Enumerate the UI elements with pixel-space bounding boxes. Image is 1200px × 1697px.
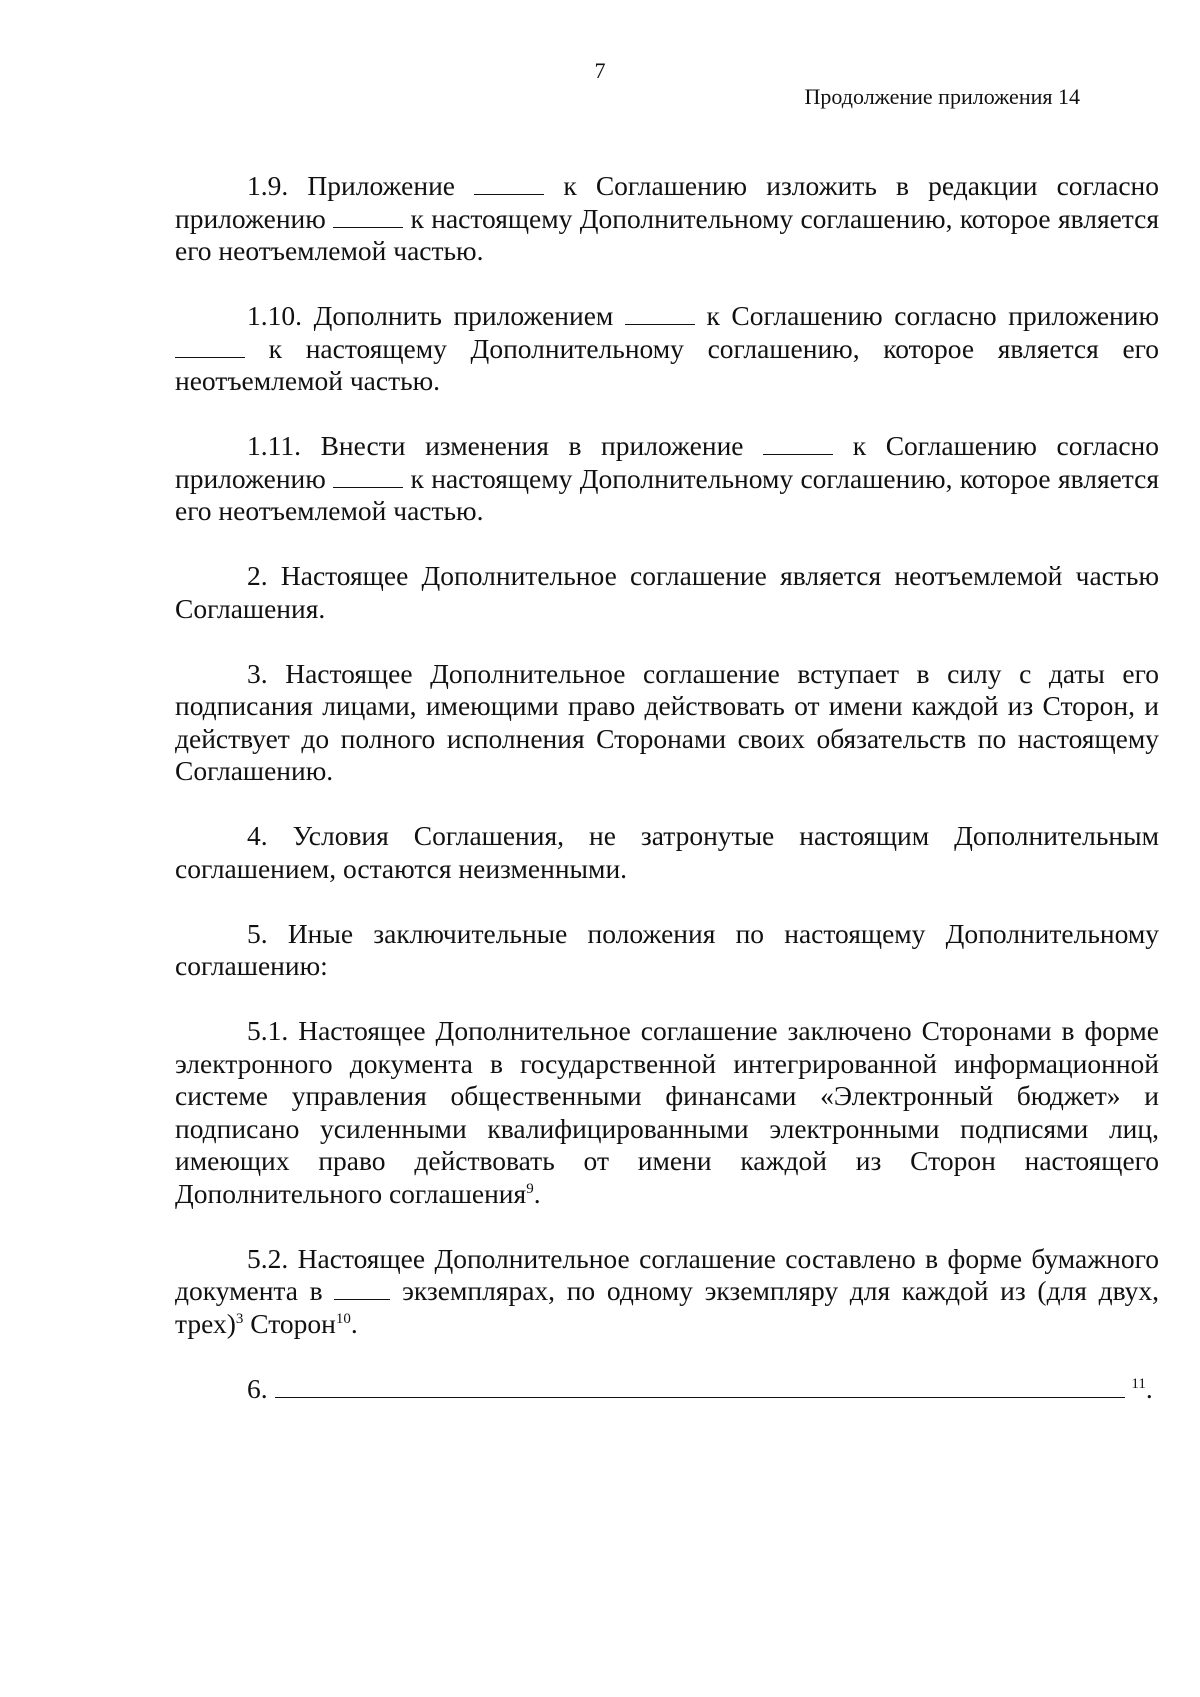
paragraph-5-1 [175, 1015, 1159, 1210]
blank-field [175, 333, 245, 358]
paragraph-text: 1.11. Внести изменения в приложение [247, 430, 744, 461]
blank-field [763, 430, 833, 455]
paragraph-2: 2. Настоящее Дополнительное соглашение является неотъемлемой частью Соглашения. [175, 560, 1159, 624]
paragraph-4: 4. Условия Соглашения, не затронутые настоящим Дополнительным соглашением, остаются неизменными. [175, 820, 1159, 884]
paragraph-end: . [1145, 1372, 1153, 1404]
paragraph-text: к Соглашению согласно приложению [175, 430, 1159, 494]
blank-field [474, 170, 544, 195]
blank-field [625, 300, 695, 325]
paragraph-5-2 [175, 1243, 1159, 1341]
paragraph-1-11 [175, 430, 1159, 528]
paragraph-text: 5.1. Настоящее Дополнительное соглашение заключено Сторонами в форме электронного документа в государственной интегрированной информационной системе управления общественными финансами «Электронный бюджет» и подписано усиленными квалифицированными электронными подписями лиц, имеющих право действовать от имени каждой из Сторон настоящего Дополнительного соглашения [175, 1015, 1159, 1209]
footnote-ref-11: 11 [1131, 1375, 1146, 1392]
blank-field [334, 1275, 390, 1300]
paragraph-text: к Соглашению изложить в редакции согласно приложению [175, 170, 1160, 234]
paragraph-text: к настоящему Дополнительному соглашению, которое является его неотъемлемой частью. [175, 332, 1159, 396]
paragraph-1-10 [175, 300, 1159, 398]
footnote-ref-3: 3 [235, 1310, 244, 1327]
blank-field [333, 463, 403, 488]
page-number: 7 [594, 58, 606, 83]
paragraph-6 [175, 1373, 1159, 1406]
paragraph-text: к настоящему Дополнительному соглашению, которое является его неотъемлемой частью. [175, 462, 1160, 526]
footnote-ref-10: 10 [335, 1310, 351, 1327]
paragraph-text: 1.9. Приложение [247, 170, 455, 201]
appendix-continuation-header: Продолжение приложения 14 [804, 84, 1080, 109]
paragraph-text: экземплярах, по одному экземпляру для каждой из (для двух, трех) [175, 1275, 1160, 1339]
blank-field [275, 1373, 1125, 1398]
paragraph-end: . [350, 1307, 358, 1339]
paragraph-text: к настоящему Дополнительному соглашению, которое является его неотъемлемой частью. [175, 202, 1160, 266]
paragraph-end: . [533, 1177, 541, 1209]
document-body [175, 170, 1159, 1405]
blank-field [333, 203, 403, 228]
paragraph-text: 5.2. Настоящее Дополнительное соглашение составлено в форме бумажного документа в [175, 1242, 1159, 1306]
paragraph-text: к Соглашению согласно приложению [706, 300, 1160, 331]
paragraph-text: 1.10. Дополнить приложением [247, 300, 614, 331]
footnote-ref-9: 9 [526, 1180, 534, 1197]
paragraph-text: Сторон [250, 1307, 336, 1339]
paragraph-5: 5. Иные заключительные положения по настоящему Дополнительному соглашению: [175, 917, 1159, 981]
paragraph-1-9 [175, 170, 1159, 268]
item-label: 6. [247, 1372, 268, 1404]
paragraph-3: 3. Настоящее Дополнительное соглашение вступает в силу с даты его подписания лицами, имеющими право действовать от имени каждой из Сторон, и действует до полного исполнения Сторонами своих обязательств по настоящему Соглашению. [175, 657, 1159, 786]
